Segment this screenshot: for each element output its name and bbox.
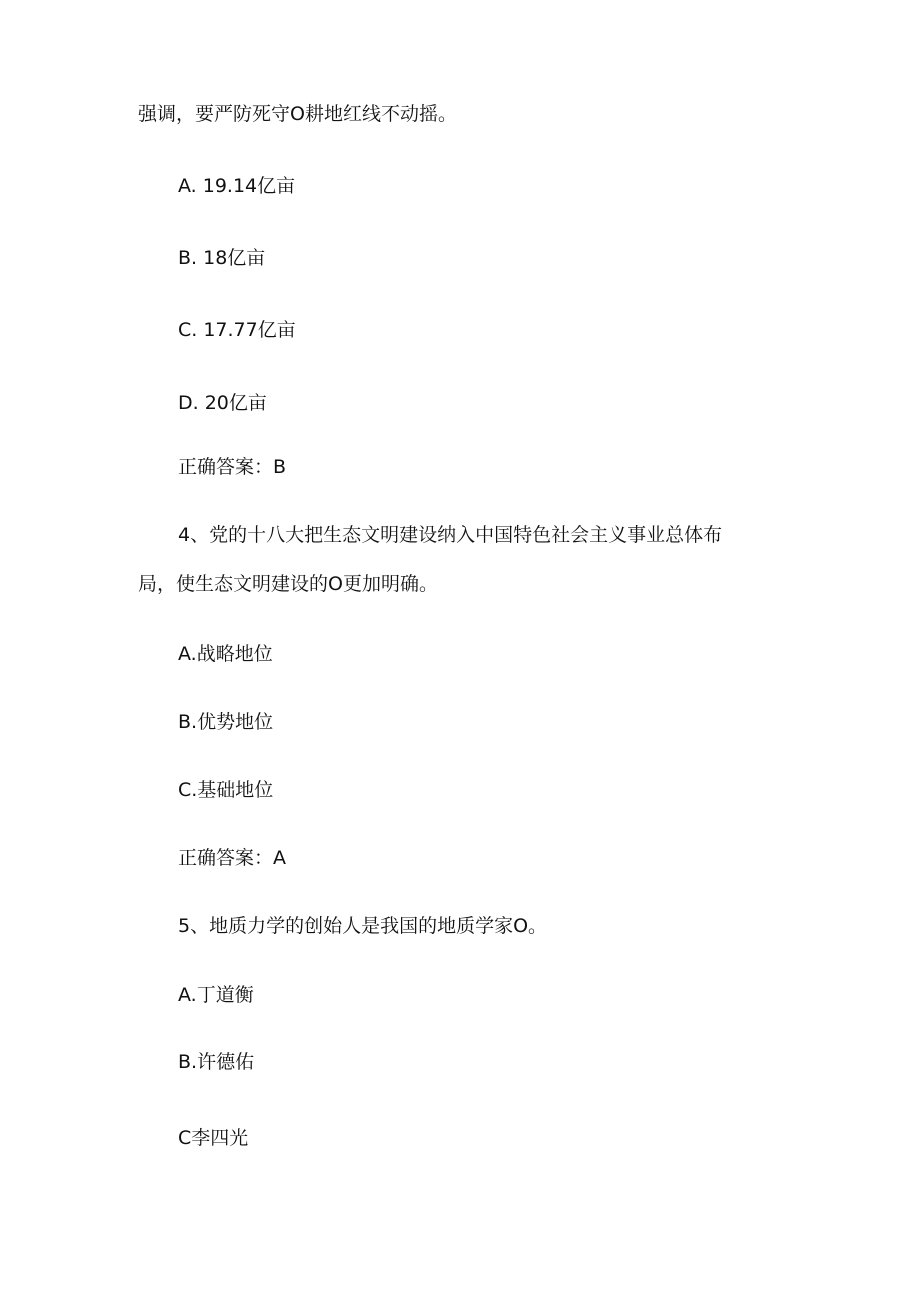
q4-stem-line2: 局，使生态文明建设的O更加明确。: [138, 573, 438, 595]
q4-option-c: C.基础地位: [178, 779, 274, 801]
q5-stem: 5、地质力学的创始人是我国的地质学家O。: [178, 915, 548, 937]
q3-stem-tail: 强调，要严防死守O耕地红线不动摇。: [138, 103, 457, 125]
q4-option-a: A.战略地位: [178, 643, 273, 665]
q3-option-c: C. 17.77亿亩: [178, 319, 296, 341]
q4-answer: 正确答案：A: [178, 847, 286, 869]
q5-option-a: A.丁道衡: [178, 984, 254, 1006]
q5-option-b: B.许德佑: [178, 1051, 255, 1073]
q3-option-a: A. 19.14亿亩: [178, 175, 296, 197]
q3-option-b: B. 18亿亩: [178, 247, 266, 269]
q3-answer: 正确答案：B: [178, 456, 287, 478]
q4-stem-line1: 4、党的十八大把生态文明建设纳入中国特色社会主义事业总体布: [178, 524, 723, 546]
q5-option-c: C李四光: [178, 1127, 249, 1149]
q4-option-b: B.优势地位: [178, 711, 274, 733]
q3-option-d: D. 20亿亩: [178, 392, 267, 414]
